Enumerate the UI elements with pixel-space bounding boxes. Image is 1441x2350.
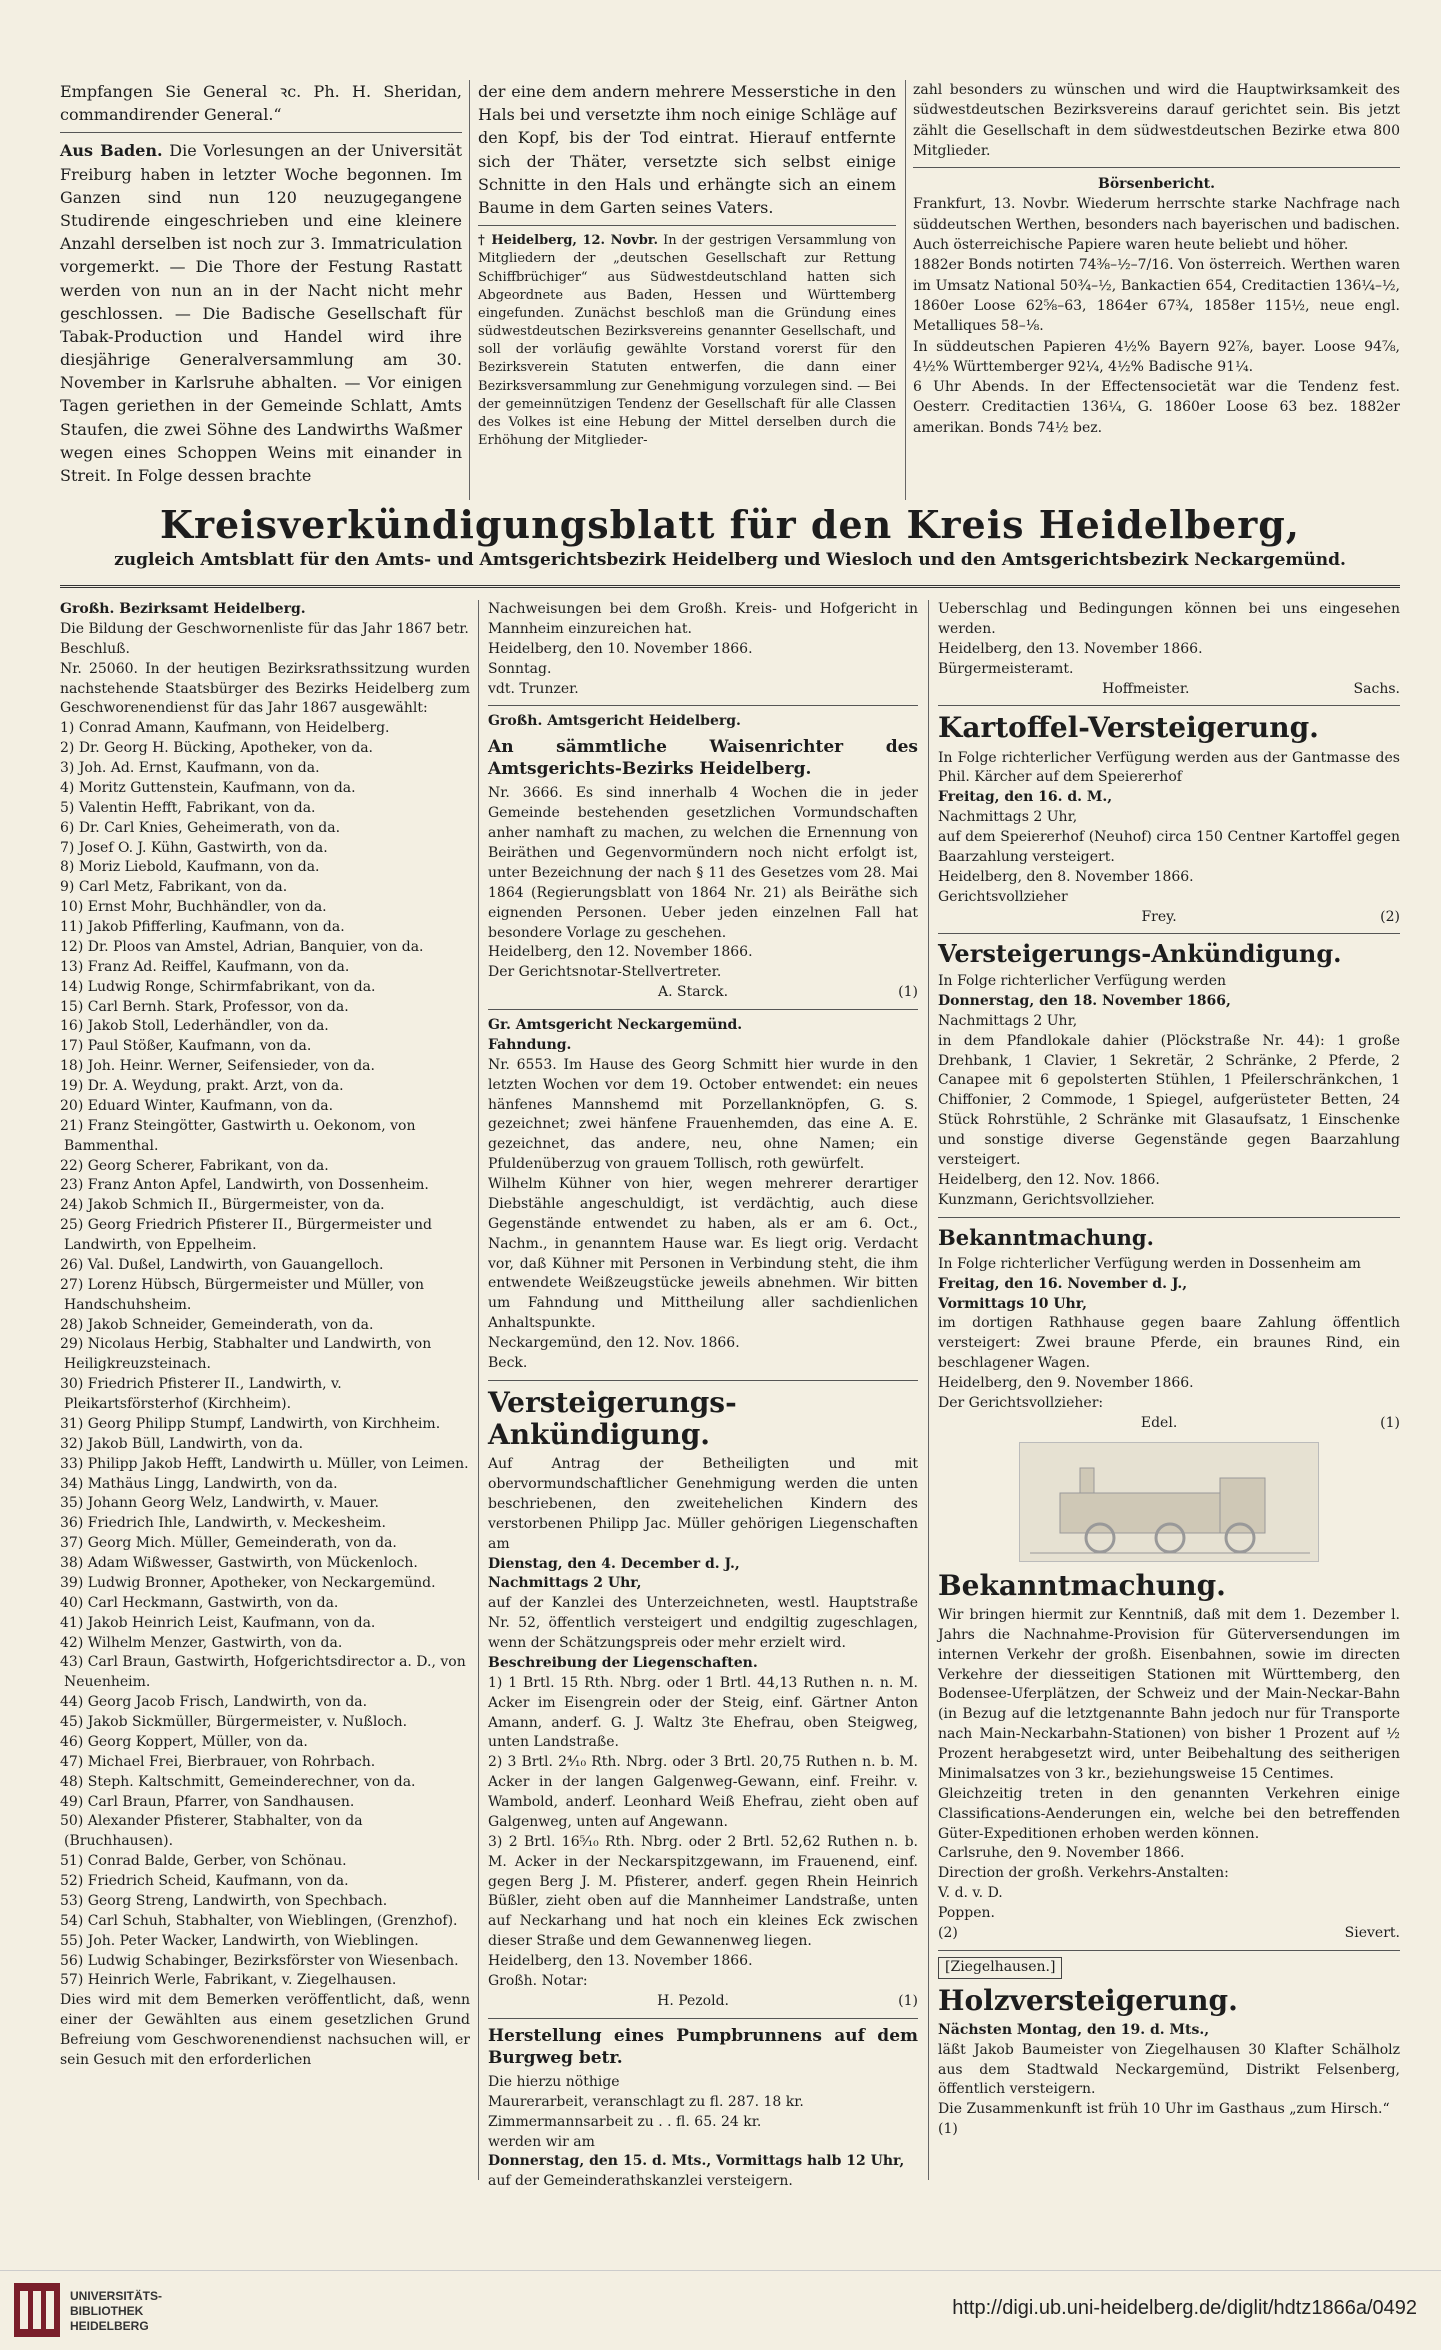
notice-title: Bekanntmachung. bbox=[938, 1224, 1154, 1250]
notice-time: Nachmittags 2 Uhr, bbox=[938, 1012, 1078, 1029]
insertion-number: (1) bbox=[898, 984, 918, 1001]
juror-list-item: 37) Georg Mich. Müller, Gemeinderath, von da. bbox=[60, 1535, 397, 1552]
juror-list-item: 39) Ludwig Bronner, Apotheker, von Neckargemünd. bbox=[60, 1574, 436, 1591]
juror-list-item: 1) Conrad Amann, Kaufmann, von Heidelberg. bbox=[60, 720, 390, 737]
notice-subheading: Beschreibung der Liegenschaften. bbox=[488, 1654, 758, 1671]
notice-signature: H. Pezold. bbox=[657, 1992, 730, 2009]
notice-signature-office: Direction der großh. Verkehrs-Anstalten: bbox=[938, 1865, 1229, 1882]
divider bbox=[478, 225, 896, 226]
notice-text: In Folge richterlicher Verfügung werden in Dossenheim am bbox=[938, 1255, 1361, 1272]
article-aus-baden bbox=[60, 139, 462, 487]
notice-title: Herstellung eines Pumpbrunnens auf dem Burgweg betr. bbox=[488, 2025, 918, 2068]
notice-date: Heidelberg, den 13. November 1866. bbox=[488, 1953, 753, 1970]
notice-signature: Beck. bbox=[488, 1354, 528, 1371]
insertion-number: (2) bbox=[1380, 908, 1400, 925]
juror-list-item: 57) Heinrich Werle, Fabrikant, v. Ziegelhausen. bbox=[60, 1972, 397, 1989]
article-text: Die Vorlesungen an der Universität Freiburg haben in letzter Woche begonnen. Im Ganzen sind nun 120 neuzugegangene Studirende eingeschrieben und eine kleinere Anzahl derselben ist noch zur 3. Immatriculation vorgemerkt. — Die Thore der Festung Rastatt werden von nun an in der Nacht nicht mehr geschlossen. — Die Badische Gesellschaft für Tabak-Production und Handel wird ihre diesjährige Generalversammlung am 30. November in Karlsruhe abhalten. — Vor einigen Tagen geriethen in der Gemeinde Schlatt, Amts Staufen, die zwei Söhne des Landwirths Waßmer wegen eines Schoppen Weins mit einander in Streit. In Folge dessen brachte bbox=[60, 141, 462, 485]
boersen-text: Frankfurt, 13. Novbr. Wiederum herrschte starke Nachfrage nach süddeutschen Werthen, besonders nach bayerischen und badischen. Auch österreichische Papiere waren heute beliebt und höher. bbox=[913, 196, 1400, 254]
library-name-line: HEIDELBERG bbox=[70, 2319, 149, 2333]
notice-signature-office: Gerichtsvollzieher bbox=[938, 888, 1068, 905]
masthead-rule bbox=[60, 585, 1400, 588]
column-rule bbox=[469, 80, 470, 500]
divider bbox=[938, 1217, 1400, 1218]
notice-text: Ueberschlag und Bedingungen können bei uns eingesehen werden. bbox=[938, 601, 1400, 637]
juror-list-item: 34) Mathäus Lingg, Landwirth, von da. bbox=[60, 1475, 338, 1492]
top-column-3 bbox=[913, 80, 1400, 500]
juror-list-item: 12) Dr. Ploos van Amstel, Adrian, Banquier, von da. bbox=[60, 938, 424, 955]
office-heading: Gr. Amtsgericht Neckargemünd. bbox=[488, 1017, 743, 1034]
notice-column-2 bbox=[488, 600, 918, 2190]
notice-signature: Frey. bbox=[1141, 908, 1177, 925]
juror-list-item: 23) Franz Anton Apfel, Landwirth, von Dossenheim. bbox=[60, 1177, 429, 1194]
column-rule bbox=[905, 80, 906, 500]
notice-text: Die hierzu nöthige bbox=[488, 2073, 620, 2090]
article-text: In der gestrigen Versammlung von Mitgliedern der „deutschen Gesellschaft zur Rettung Schiffbrüchiger“ aus Südwestdeutschland hatten sich Abgeordnete aus Baden, Hessen und Württemberg eingefunden. Zunächst beschloß man die Gründung eines südwestdeutschen Bezirksvereins genannter Gesellschaft, und soll der vorläufig gewählte Vorstand vorerst für den Bezirksverein Statuten entwerfen, die dann einer Bezirksversammlung zur Genehmigung vorzulegen sind. — Bei der gemeinnützigen Tendenz der Gesellschaft für alle Classen des Volkes ist eine Hebung der Mittel derselben durch die Erhöhung der Mitglieder- bbox=[478, 233, 896, 449]
top-columns bbox=[60, 80, 1400, 500]
property-item: 3) 2 Brtl. 16⁵⁄₁₀ Rth. Nbrg. oder 2 Brtl. 52,62 Ruthen n. b. M. Acker in der Neckarspitzgewann, im Frauenend, einf. gegen Berg J. M. Pfisterer, anderf. gegen Rhein Heinrich Büßler, zieht oben auf die Mannheimer Landstraße, unten auf Neckarhang und hat noch ein kleines Eck zwischen dieser Straße und dem Gewannenweg liegen. bbox=[488, 1833, 918, 1950]
notice-signature-office: Bürgermeisteramt. bbox=[938, 660, 1074, 677]
divider bbox=[488, 2018, 918, 2019]
digitization-footer bbox=[0, 2270, 1441, 2350]
juror-list-item: 13) Franz Ad. Reiffel, Kaufmann, von da. bbox=[60, 958, 350, 975]
notice-text: Gleichzeitig treten in den genannten Verkehren einige Classifications-Aenderungen ein, welche bei den betreffenden Güter-Expeditionen erhoben werden können. bbox=[938, 1785, 1400, 1842]
divider bbox=[938, 933, 1400, 934]
notice-time: Nachmittags 2 Uhr, bbox=[938, 809, 1078, 826]
notice-date: Heidelberg, den 8. November 1866. bbox=[938, 868, 1194, 885]
notice-text: Nachweisungen bei dem Großh. Kreis- und Hofgericht in Mannheim einzureichen hat. bbox=[488, 601, 918, 637]
column-rule bbox=[478, 600, 479, 2180]
signature-row bbox=[938, 680, 1400, 700]
signature-row bbox=[488, 1992, 918, 2012]
notice-title: Holzversteigerung. bbox=[938, 1983, 1238, 2017]
juror-list-item: 25) Georg Friedrich Pfisterer II., Bürgermeister und Landwirth, von Eppelheim. bbox=[60, 1217, 432, 1253]
notice-title: Versteigerungs-Ankündigung. bbox=[488, 1385, 737, 1451]
notice-when: Dienstag, den 4. December d. J., bbox=[488, 1555, 740, 1572]
notice-date: Heidelberg, den 9. November 1866. bbox=[938, 1375, 1194, 1392]
notice-signature: Hoffmeister. bbox=[1102, 680, 1190, 697]
juror-list-item: 55) Joh. Peter Wacker, Landwirth, von Wieblingen. bbox=[60, 1932, 419, 1949]
notice-when: Donnerstag, den 15. d. Mts., Vormittags halb 12 Uhr, bbox=[488, 2153, 905, 2170]
notice-column-3 bbox=[938, 600, 1400, 2180]
article-text: der eine dem andern mehrere Messerstiche in den Hals bei und versetzte ihm noch einige Schläge auf den Kopf, bis der Tod eintrat. Hierauf entfernte sich der Thäter, versetzte sich selbst einige Schnitte in den Hals und erhängte sich an einem Baume in dem Garten seines Vaters. bbox=[478, 82, 896, 217]
notice-text: im dortigen Rathhause gegen baare Zahlung öffentlich versteigert: Zwei braune Pferde, ein braunes Rind, ein beschlagener Wagen. bbox=[938, 1315, 1400, 1372]
notice-beschluss: Beschluß. bbox=[60, 640, 130, 657]
notice-when: Nächsten Montag, den 19. d. Mts., bbox=[938, 2021, 1210, 2038]
notice-signature-office: Großh. Notar: bbox=[488, 1972, 588, 1989]
juror-list-item: 48) Steph. Kaltschmitt, Gemeinderechner, von da. bbox=[60, 1773, 416, 1790]
notice-signature-office: Der Gerichtsvollzieher: bbox=[938, 1394, 1104, 1411]
notice-text: In Folge richterlicher Verfügung werden aus der Gantmasse des Phil. Kärcher auf dem Speiererhof bbox=[938, 749, 1400, 786]
juror-list-item: 30) Friedrich Pfisterer II., Landwirth, v. Pleikartsförsterhof (Kirchheim). bbox=[60, 1376, 342, 1412]
juror-list-item: 32) Jakob Büll, Landwirth, von da. bbox=[60, 1435, 304, 1452]
boersen-text: In süddeutschen Papieren 4½% Bayern 92⅞, bayer. Loose 94⅞, 4½% Württemberger 92¼, 4½% Badische 91¼. bbox=[913, 338, 1400, 375]
notice-date: Carlsruhe, den 9. November 1866. bbox=[938, 1845, 1185, 1862]
juror-list-item: 27) Lorenz Hübsch, Bürgermeister und Müller, von Handschuhsheim. bbox=[60, 1276, 425, 1313]
juror-list-item: 2) Dr. Georg H. Bücking, Apotheker, von da. bbox=[60, 740, 374, 757]
article-heading: Aus Baden. bbox=[60, 141, 163, 161]
continued-text: Empfangen Sie General ꝛc. Ph. H. Sheridan, commandirender General.“ bbox=[60, 82, 462, 125]
university-library-logo-icon bbox=[12, 2281, 62, 2339]
article-text: zahl besonders zu wünschen und wird die Hauptwirksamkeit des südwestdeutschen Bezirksvereins darauf gerichtet sein. Bis jetzt zählt die Gesellschaft in dem südwestdeutschen Bezirke etwa 800 Mitglieder. bbox=[913, 82, 1400, 159]
notice-text: werden wir am bbox=[488, 2133, 595, 2150]
notice-text: auf dem Speiererhof (Neuhof) circa 150 Centner Kartoffel gegen Baarzahlung versteigert. bbox=[938, 829, 1400, 865]
notice-text: auf der Gemeinderathskanzlei versteigern. bbox=[488, 2173, 793, 2190]
top-column-2 bbox=[478, 80, 896, 500]
insertion-number: (2) bbox=[938, 1924, 958, 1941]
juror-list-item: 42) Wilhelm Menzer, Gastwirth, von da. bbox=[60, 1634, 343, 1651]
juror-list-item: 47) Michael Frei, Bierbrauer, von Rohrbach. bbox=[60, 1753, 376, 1770]
notice-item: Maurerarbeit, veranschlagt zu fl. 287. 18 kr. bbox=[488, 2093, 804, 2110]
newspaper-page bbox=[60, 80, 1400, 2280]
notice-text: Nr. 6553. Im Hause des Georg Schmitt hier wurde in den letzten Wochen vor dem 19. October entwendet: ein neues hänfenes Mannshemd mit Porzellanknöpfen, G. S. gezeichnet; zwei hänfene Frauenhemden, das eine A. E. gezeichnet, das andere, neu, ohne Namen; ein Pfuldenüberzug von grauem Tollisch, roth gewürfelt. bbox=[488, 1056, 918, 1173]
juror-list-item: 35) Johann Georg Welz, Landwirth, v. Mauer. bbox=[60, 1495, 379, 1512]
notice-text: Wilhelm Kühner von hier, wegen mehrerer derartiger Diebstähle angeschuldigt, ist verdächtig, auch diese Gegenstände entwendet zu haben, als er am 6. Oct., Nachm., in genanntem Hause war. Es liegt orig. Verdacht vor, daß Kühner mit Personen in Verbindung steht, die ihm entwendete Weißzeugstücke jeweils abnehmen. Wir bitten um Fahndung und Mittheilung aller sachdienlichen Anhaltspunkte. bbox=[488, 1176, 918, 1332]
signature-row bbox=[488, 983, 918, 1003]
notice-day: Sonntag. bbox=[488, 660, 552, 677]
divider bbox=[488, 705, 918, 706]
juror-list-item: 45) Jakob Sickmüller, Bürgermeister, v. Nußloch. bbox=[60, 1714, 408, 1730]
juror-list-item: 36) Friedrich Ihle, Landwirth, v. Meckesheim. bbox=[60, 1515, 386, 1532]
article-heidelberg bbox=[478, 232, 896, 450]
juror-list-item: 28) Jakob Schneider, Gemeinderath, von da. bbox=[60, 1316, 374, 1333]
juror-list-item: 20) Eduard Winter, Kaufmann, von da. bbox=[60, 1097, 334, 1114]
divider bbox=[913, 167, 1400, 168]
column-rule bbox=[928, 600, 929, 2180]
juror-list-item: 3) Joh. Ad. Ernst, Kaufmann, von da. bbox=[60, 760, 320, 776]
juror-list-item: 10) Ernst Mohr, Buchhändler, von da. bbox=[60, 899, 327, 916]
insertion-number: (1) bbox=[898, 1992, 918, 2009]
juror-list-item: 56) Ludwig Schabinger, Bezirksförster von Wiesenbach. bbox=[60, 1952, 459, 1969]
notice-title: An sämmtliche Waisenrichter des Amtsgerichts-Bezirks Heidelberg. bbox=[488, 737, 918, 780]
juror-list-item: 51) Conrad Balde, Gerber, von Schönau. bbox=[60, 1853, 347, 1870]
notice-when: Donnerstag, den 18. November 1866, bbox=[938, 992, 1231, 1009]
juror-list-item: 18) Joh. Heinr. Werner, Seifensieder, von da. bbox=[60, 1058, 375, 1075]
boersen-text: 6 Uhr Abends. In der Effectensocietät war die Tendenz fest. Oesterr. Creditactien 136¼, G. 1860er Loose 63 bez. 1882er amerikan. Bonds 74½ bez. bbox=[913, 379, 1400, 436]
masthead-subtitle: zugleich Amtsblatt für den Amts- und Amtsgerichtsbezirk Heidelberg und Wiesloch und den Amtsgerichtsbezirk Neckargemünd. bbox=[114, 549, 1346, 570]
juror-list-item: 49) Carl Braun, Pfarrer, von Sandhausen. bbox=[60, 1793, 355, 1810]
signature-row bbox=[938, 1414, 1400, 1434]
divider bbox=[938, 1950, 1400, 1951]
notice-signature: A. Starck. bbox=[658, 984, 729, 1001]
masthead-title: Kreisverkündigungsblatt für den Kreis Heidelberg, bbox=[159, 502, 1301, 547]
juror-list bbox=[60, 719, 470, 1991]
juror-list-item: 17) Paul Stößer, Kaufmann, von da. bbox=[60, 1038, 312, 1055]
notice-when: Freitag, den 16. November d. J., bbox=[938, 1275, 1188, 1292]
juror-list-item: 14) Ludwig Ronge, Schirmfabrikant, von da. bbox=[60, 978, 376, 995]
juror-list-item: 26) Val. Dußel, Landwirth, von Gauangelloch. bbox=[60, 1256, 384, 1273]
library-name bbox=[70, 2289, 162, 2334]
divider bbox=[938, 705, 1400, 706]
juror-list-item: 29) Nicolaus Herbig, Stabhalter und Landwirth, von Heiligkreuzsteinach. bbox=[60, 1336, 432, 1373]
juror-list-item: 52) Friedrich Scheid, Kaufmann, von da. bbox=[60, 1873, 349, 1889]
divider bbox=[488, 1009, 918, 1010]
juror-list-item: 22) Georg Scherer, Fabrikant, von da. bbox=[60, 1157, 329, 1174]
notice-signature: Sachs. bbox=[1353, 680, 1400, 697]
insertion-number: (1) bbox=[938, 2121, 958, 2138]
notice-time: Vormittags 10 Uhr, bbox=[938, 1295, 1087, 1312]
notice-text: Wir bringen hiermit zur Kenntniß, daß mit dem 1. Dezember l. Jahrs die Nachnahme-Provision für Güterversendungen im internen Verkehr der großh. Eisenbahnen, sowie im directen Verkehre der diesseitigen Stationen mit Württemberg, den Bodensee-Uferplätzen, der Schweiz und der Main-Neckar-Bahn (in Bezug auf die letztgenannte Bahn jedoch nur für Transporte nach Main-Neckarbahn-Stationen) von bisher 1 Prozent auf ½ Prozent herabgesetzt wird, unter Beibehaltung des seitherigen Minimalsatzes von 3 kr., beziehungsweise 15 Centimes. bbox=[938, 1606, 1400, 1782]
office-heading: Großh. Bezirksamt Heidelberg. bbox=[60, 601, 306, 617]
notice-text: Auf Antrag der Betheiligten und mit obervormundschaftlicher Genehmigung werden die unten beschriebenen, den zweitehelichen Kindern des verstorbenen Philipp Jac. Müller gehörigen Liegenschaften am bbox=[488, 1456, 918, 1552]
juror-list-item: 9) Carl Metz, Fabrikant, von da. bbox=[60, 879, 288, 896]
notice-signature: Edel. bbox=[1140, 1414, 1178, 1431]
divider bbox=[60, 132, 462, 133]
notice-when: Freitag, den 16. d. M., bbox=[938, 789, 1113, 806]
library-name-line: UNIVERSITÄTS- bbox=[70, 2289, 163, 2303]
notice-signature: vdt. Trunzer. bbox=[488, 680, 579, 697]
notice-title: Bekanntmachung. bbox=[938, 1568, 1226, 1602]
juror-list-item: 44) Georg Jacob Frisch, Landwirth, von da. bbox=[60, 1694, 368, 1711]
notice-text: in dem Pfandlokale dahier (Plöckstraße Nr. 44): 1 große Drehbank, 1 Clavier, 1 Sekretär, 2 Schränke, 2 Pferde, 2 Canapee mit 6 gepolsterten Stühlen, 1 Pfeilerschränkchen, 1 Chiffonier, 2 Commode, 1 Spiegel, aufgerüsteter Betten, 24 Stück Rohrstühle, 2 Schränke mit Glasaufsatz, 1 Einschenke und sonstige diverse Gegenstände gegen Baarzahlung versteigert. bbox=[938, 1032, 1400, 1168]
location-tag-label: [Ziegelhausen.] bbox=[938, 1957, 1062, 1979]
boersen-text: 1882er Bonds notirten 74⅜–½–7/16. Von österreich. Werthen waren im Umsatz National 50¾–½, Bankactien 654, Creditactien 136¼–½, 1860er Loose 62⅝–63, 1864er 67¾, 1858er 115½, neue engl. Metalliques 58–⅛. bbox=[913, 257, 1400, 335]
notice-date: Heidelberg, den 12. Nov. 1866. bbox=[938, 1171, 1160, 1188]
notice-title: Versteigerungs-Ankündigung. bbox=[938, 939, 1342, 969]
signature-row bbox=[938, 908, 1400, 928]
juror-list-item: 21) Franz Steingötter, Gastwirth u. Oekonom, von Bammenthal. bbox=[60, 1117, 416, 1154]
notice-date: Heidelberg, den 12. November 1866. bbox=[488, 944, 753, 961]
library-name-line: BIBLIOTHEK bbox=[70, 2304, 144, 2318]
digitization-url-link[interactable]: http://digi.ub.uni-heidelberg.de/diglit/hdtz1866a/0492 bbox=[952, 2297, 1417, 2319]
notice-column-1 bbox=[60, 600, 470, 2180]
office-heading: Großh. Amtsgericht Heidelberg. bbox=[488, 713, 741, 730]
juror-list-item: 50) Alexander Pfisterer, Stabhalter, von da (Bruchhausen). bbox=[60, 1813, 363, 1850]
juror-list-item: 31) Georg Philipp Stumpf, Landwirth, von Kirchheim. bbox=[60, 1415, 441, 1432]
juror-list-item: 4) Moritz Guttenstein, Kaufmann, von da. bbox=[60, 779, 356, 796]
notice-title: Kartoffel-Versteigerung. bbox=[938, 711, 1319, 745]
juror-list-item: 6) Dr. Carl Knies, Geheimerath, von da. bbox=[60, 819, 341, 836]
insertion-number: (1) bbox=[1380, 1414, 1400, 1431]
notice-signature: Sievert. bbox=[1344, 1924, 1400, 1941]
article-heading: † Heidelberg, 12. Novbr. bbox=[478, 233, 658, 249]
juror-list-item: 54) Carl Schuh, Stabhalter, von Wieblingen, (Grenzhof). bbox=[60, 1912, 458, 1929]
notice-date: Heidelberg, den 13. November 1866. bbox=[938, 640, 1203, 657]
notice-signature-office: Der Gerichtsnotar-Stellvertreter. bbox=[488, 964, 722, 981]
notice-outro: Dies wird mit dem Bemerken veröffentlicht, daß, wenn einer der Gewählten aus einem gesetzlichen Grund Befreiung vom Geschworenendienst nachsuchen will, er sein Gesuch mit den erforderlichen bbox=[60, 1992, 470, 2068]
notice-columns bbox=[60, 600, 1400, 2190]
signature-row bbox=[938, 1924, 1400, 1944]
juror-list-item: 53) Georg Streng, Landwirth, von Spechbach. bbox=[60, 1892, 388, 1909]
boersenbericht-heading: Börsenbericht. bbox=[1098, 176, 1215, 193]
notice-intro: Nr. 25060. In der heutigen Bezirksrathssitzung wurden nachstehende Staatsbürger des Bezirks Heidelberg zum Geschworenendienst für das Jahr 1867 ausgewählt: bbox=[60, 660, 470, 717]
locomotive-icon bbox=[1020, 1443, 1320, 1563]
juror-list-item: 19) Dr. A. Weydung, prakt. Arzt, von da. bbox=[60, 1078, 344, 1094]
juror-list-item: 5) Valentin Hefft, Fabrikant, von da. bbox=[60, 799, 316, 816]
notice-text: Die Zusammenkunft ist früh 10 Uhr im Gasthaus „zum Hirsch.“ bbox=[938, 2101, 1390, 2118]
notice-signature: V. d. v. D. bbox=[938, 1885, 1003, 1902]
train-illustration bbox=[1019, 1442, 1319, 1562]
juror-list-item: 40) Carl Heckmann, Gastwirth, von da. bbox=[60, 1594, 339, 1611]
notice-text: läßt Jakob Baumeister von Ziegelhausen 30 Klafter Schälholz aus dem Stadtwald Neckargemünd, Distrikt Felsenberg, öffentlich versteigern. bbox=[938, 2041, 1400, 2098]
juror-list-item: 46) Georg Koppert, Müller, von da. bbox=[60, 1733, 308, 1750]
notice-date: Neckargemünd, den 12. Nov. 1866. bbox=[488, 1335, 740, 1352]
notice-signature: Kunzmann, Gerichtsvollzieher. bbox=[938, 1191, 1155, 1208]
notice-text: auf der Kanzlei des Unterzeichneten, westl. Hauptstraße Nr. 52, öffentlich versteigert und endgiltig zugeschlagen, wenn der Schätzungspreis oder mehr erzielt wird. bbox=[488, 1595, 918, 1652]
juror-list-item: 15) Carl Bernh. Stark, Professor, von da. bbox=[60, 998, 349, 1015]
juror-list-item: 16) Jakob Stoll, Lederhändler, von da. bbox=[60, 1018, 329, 1035]
divider bbox=[488, 1380, 918, 1381]
juror-list-item: 43) Carl Braun, Gastwirth, Hofgerichtsdirector a. D., von Neuenheim. bbox=[60, 1654, 466, 1691]
location-tag bbox=[938, 1957, 1400, 1979]
notice-text: Nr. 3666. Es sind innerhalb 4 Wochen die in jeder Gemeinde bestehenden gesetzlichen Vormundschaften anher namhaft zu machen, zu welchen die Ernennung von Beiräthen und Gegenvormündern noch nicht erfolgt ist, unter Bezeichnung der nach § 11 des Gesetzes vom 28. Mai 1864 (Regierungsblatt von 1864 Nr. 21) als Beiräthe sich eignenden Personen. Ueber jeden einzelnen Fall hat besondere Vorlage zu geschehen. bbox=[488, 785, 918, 941]
juror-list-item: 8) Moriz Liebold, Kaufmann, von da. bbox=[60, 859, 320, 876]
notice-date: Heidelberg, den 10. November 1866. bbox=[488, 640, 753, 657]
notice-when: Nachmittags 2 Uhr, bbox=[488, 1575, 642, 1592]
notice-signature: Poppen. bbox=[938, 1905, 995, 1922]
juror-list-item: 11) Jakob Pfifferling, Kaufmann, von da. bbox=[60, 919, 345, 935]
notice-title: Fahndung. bbox=[488, 1036, 572, 1053]
juror-list-item: 7) Josef O. J. Kühn, Gastwirth, von da. bbox=[60, 839, 328, 856]
juror-list-item: 33) Philipp Jakob Hefft, Landwirth u. Müller, von Leimen. bbox=[60, 1455, 469, 1472]
property-item: 1) 1 Brtl. 15 Rth. Nbrg. oder 1 Brtl. 44,13 Ruthen n. n. M. Acker im Eisengrein oder der Steig, einf. Gärtner Anton Amann, anderf. G. J. Waltz 3te Ehefrau, oben Steigweg, unten Landstraße. bbox=[488, 1674, 918, 1751]
property-item: 2) 3 Brtl. 2⁴⁄₁₀ Rth. Nbrg. oder 3 Brtl. 20,75 Ruthen n. b. M. Acker in der langen Galgenweg-Gewann, einf. Freihr. v. Wambold, anderf. Leonhard Weiß Ehefrau, zieht oben auf Galgenweg, unten auf Angewann. bbox=[488, 1754, 918, 1830]
notice-item: Zimmermannsarbeit zu . . fl. 65. 24 kr. bbox=[488, 2113, 762, 2130]
juror-list-item: 41) Jakob Heinrich Leist, Kaufmann, von da. bbox=[60, 1614, 376, 1631]
top-column-1 bbox=[60, 80, 462, 500]
masthead bbox=[60, 500, 1400, 590]
juror-list-item: 24) Jakob Schmich II., Bürgermeister, von da. bbox=[60, 1197, 385, 1214]
notice-subject: Die Bildung der Geschwornenliste für das Jahr 1867 betr. bbox=[60, 620, 469, 637]
notice-text: In Folge richterlicher Verfügung werden bbox=[938, 973, 1227, 990]
juror-list-item: 38) Adam Wißwesser, Gastwirth, von Mückenloch. bbox=[60, 1555, 418, 1571]
